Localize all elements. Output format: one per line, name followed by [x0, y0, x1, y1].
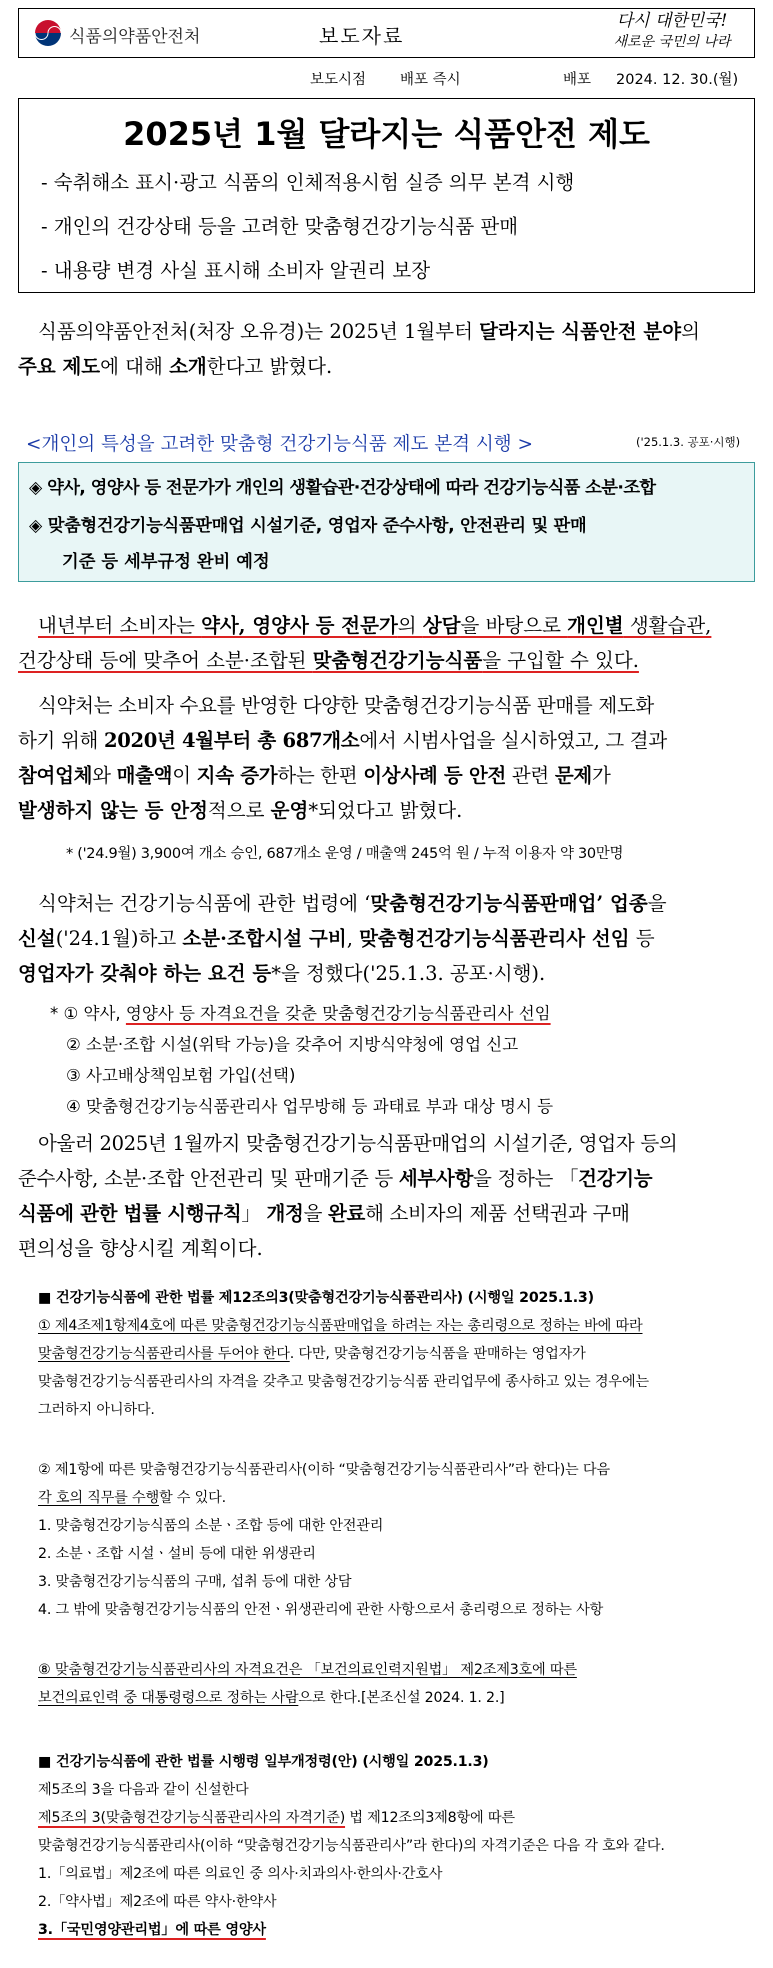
- p1-text: 내년부터 소비자는: [38, 614, 202, 637]
- distribution-label: 배포: [563, 72, 592, 88]
- p2-text: 문제: [554, 764, 592, 787]
- government-emblem-icon: [33, 18, 63, 48]
- p1-text: 상담: [422, 614, 461, 637]
- p2-text: 이: [172, 764, 197, 787]
- p2-text: 지속 증가: [196, 764, 278, 787]
- headline-bullet-1: - 숙취해소 표시·광고 식품의 인체적용시험 실증 의무 본격 시행: [41, 171, 575, 194]
- requirement-3: ③ 사고배상책임보험 가입(선택): [66, 1066, 296, 1085]
- law1-duty: 1. 맞춤형건강기능식품의 소분ㆍ조합 등에 대한 안전관리: [38, 1518, 384, 1534]
- header-bar: [18, 8, 755, 58]
- law1-duty: 2. 소분ㆍ조합 시설ㆍ설비 등에 대한 위생관리: [38, 1546, 316, 1562]
- p3-text: 을: [647, 892, 667, 915]
- p2-text: 매출액: [116, 764, 173, 787]
- requirement-1: * ① 약사,: [50, 1004, 126, 1023]
- slogan-line-2: 새로운 국민의 나라: [613, 34, 731, 50]
- p3-text: 맞춤형건강기능식품판매업’ 업종: [370, 892, 648, 915]
- p2-text: 이상사례 등 안전: [363, 764, 506, 787]
- intro-text: 식품의약품안전처(처장 오유경)는 2025년 1월부터: [38, 320, 480, 343]
- distribution-date: 2024. 12. 30.(월): [616, 72, 739, 88]
- law-excerpt-2: [38, 1748, 758, 1944]
- requirement-1-underlined: 영양사 등 자격요건을 갖춘 맞춤형건강기능식품관리사 선임: [125, 1004, 551, 1023]
- law1-heading: ■ 건강기능식품에 관한 법률 제12조의3(맞춤형건강기능식품관리사) (시행일 2025.1.3): [38, 1290, 594, 1306]
- p3-text: ('24.1월)하고: [55, 927, 183, 950]
- law1-clause-8: ⑧ 맞춤형건강기능식품관리사의 자격요건은 「보건의료인력지원법」 제2조제3호에 따른: [38, 1662, 577, 1678]
- law2-line: 맞춤형건강기능식품관리사(이하 “맞춤형건강기능식품관리사”라 한다)의 자격기준은 다음 각 호와 같다.: [38, 1838, 665, 1854]
- intro-text: 에 대해: [100, 355, 170, 378]
- p2-text: 발생하지 않는 등 안정: [18, 799, 208, 822]
- p4-text: 을 정하는 「: [473, 1167, 579, 1190]
- intro-paragraph: [18, 314, 758, 384]
- p2-text: 참여업체: [18, 764, 93, 787]
- paragraph-3: [18, 886, 763, 991]
- requirements-list: [50, 998, 553, 1122]
- release-time-label: 보도시점: [310, 72, 367, 88]
- intro-text: 주요 제도: [18, 355, 101, 378]
- p2-line: 식약처는 소비자 수요를 반영한 다양한 맞춤형건강기능식품 판매를 제도화: [38, 694, 654, 717]
- p4-text: 을: [303, 1202, 328, 1225]
- summary-point-2-cont: 기준 등 세부규정 완비 예정: [62, 552, 270, 572]
- p2-text: 하는 한편: [277, 764, 364, 787]
- section-title: <개인의 특성을 고려한 맞춤형 건강기능식품 제도 본격 시행 >: [26, 434, 533, 455]
- p1-text: 건강상태 등에 맞추어 소분·조합된: [18, 649, 313, 672]
- law1-clause-1-underlined: 맞춤형건강기능식품관리사를 두어야 한다: [38, 1346, 290, 1362]
- p4-line: 아울러 2025년 1월까지 맞춤형건강기능식품판매업의 시설기준, 영업자 등의: [38, 1132, 678, 1155]
- p4-text: 건강기능: [578, 1167, 653, 1190]
- p1-text: 을 바탕으로: [460, 614, 568, 637]
- p1-text: 개인별: [567, 614, 624, 637]
- p2-footnote: * ('24.9월) 3,900여 개소 승인, 687개소 운영 / 매출액 245억 원 / 누적 이용자 약 30만명: [66, 846, 624, 862]
- summary-point-1: ◈ 약사, 영양사 등 전문가가 개인의 생활습관·건강상태에 따라 건강기능식품 소분·조합: [29, 478, 656, 498]
- p3-text: 소분·조합시설 구비: [182, 927, 347, 950]
- law-excerpt-1: [38, 1284, 758, 1712]
- section-summary-box: [18, 462, 755, 582]
- p2-text: 에서 시범사업을 실시하였고, 그 결과: [359, 729, 667, 752]
- law2-item: 2.「약사법」제2조에 따른 약사·한약사: [38, 1894, 277, 1910]
- p2-text: 관련: [506, 764, 555, 787]
- p1-text: 의: [397, 614, 423, 637]
- p4-text: 개정: [266, 1202, 304, 1225]
- p1-text: 약사, 영양사 등 전문가: [201, 614, 398, 637]
- p4-text: 해 소비자의 제품 선택권과 구매: [365, 1202, 630, 1225]
- law1-clause-1-text: . 다만, 맞춤형건강기능식품을 판매하는 영업자가: [289, 1346, 586, 1362]
- law1-clause-1-text: 맞춤형건강기능식품관리사의 자격을 갖추고 맞춤형건강기능식품 관리업무에 종사하고 있는 경우에는: [38, 1374, 649, 1390]
- p3-text: 맞춤형건강기능식품관리사 선임: [359, 927, 630, 950]
- p2-text: *되었다고 밝혔다.: [308, 799, 463, 822]
- intro-text: 한다고 밝혔다.: [206, 355, 333, 378]
- p4-text: 식품에 관한 법률 시행규칙: [18, 1202, 242, 1225]
- intro-text: 의: [681, 320, 700, 343]
- p2-text: 와: [92, 764, 117, 787]
- slogan: [597, 11, 747, 52]
- law1-clause-2-text: 할 수 있다.: [158, 1490, 226, 1506]
- doc-type-title: 보도자료: [319, 24, 405, 48]
- law1-clause-8-underlined: 보건의료인력 중 대통령령으로 정하는 사람: [38, 1690, 299, 1706]
- section-date-note: ('25.1.3. 공포·시행): [636, 435, 741, 449]
- p4-text: 」: [241, 1202, 267, 1225]
- p1-text: 맞춤형건강기능식품: [312, 649, 483, 672]
- law1-clause-1-text: 그러하지 아니하다.: [38, 1402, 155, 1418]
- law1-clause-1: ① 제4조제1항제4호에 따른 맞춤형건강기능식품판매업을 하려는 자는 총리령으로 정하는 바에 따라: [38, 1318, 643, 1334]
- p2-text: 가: [591, 764, 611, 787]
- p3-text: 식약처는 건강기능식품에 관한 법령에 ‘: [38, 892, 371, 915]
- law2-article-title: 제5조의 3(맞춤형건강기능식품관리사의 자격기준): [38, 1810, 346, 1826]
- p3-text: *을 정했다('25.1.3. 공포·시행).: [271, 962, 546, 985]
- summary-point-2: ◈ 맞춤형건강기능식품판매업 시설기준, 영업자 준수사항, 안전관리 및 판매: [29, 516, 587, 536]
- requirement-4: ④ 맞춤형건강기능식품관리사 업무방해 등 과태료 부과 대상 명시 등: [66, 1097, 554, 1116]
- law1-clause-2: ② 제1항에 따른 맞춤형건강기능식품관리사(이하 “맞춤형건강기능식품관리사”라 한다)는 다음: [38, 1462, 610, 1478]
- intro-text: 달라지는 식품안전 분야: [479, 320, 682, 343]
- paragraph-2: [18, 688, 763, 828]
- p1-text: 생활습관,: [623, 614, 712, 637]
- paragraph-1: [18, 608, 763, 678]
- law2-item: 3.「국민영양관리법」에 따른 영양사: [38, 1922, 266, 1938]
- headline-bullet-2: - 개인의 건강상태 등을 고려한 맞춤형건강기능식품 판매: [41, 215, 519, 238]
- p3-text: 영업자가 갖춰야 하는 요건 등: [18, 962, 272, 985]
- headline-title: 2025년 1월 달라지는 식품안전 제도: [123, 115, 650, 153]
- law2-line: 제5조의 3을 다음과 같이 신설한다: [38, 1782, 249, 1798]
- p2-text: 하기 위해: [18, 729, 104, 752]
- headline-bullet-3: - 내용량 변경 사실 표시해 소비자 알권리 보장: [41, 259, 431, 282]
- p4-line: 편의성을 향상시킬 계획이다.: [18, 1237, 263, 1260]
- law2-heading: ■ 건강기능식품에 관한 법률 시행령 일부개정령(안) (시행일 2025.1.3): [38, 1754, 489, 1770]
- law1-duty: 4. 그 밖에 맞춤형건강기능식품의 안전ㆍ위생관리에 관한 사항으로서 총리령으로 정하는 사항: [38, 1602, 604, 1618]
- p2-text: 운영: [270, 799, 309, 822]
- p3-text: ,: [346, 927, 360, 950]
- p4-text: 완료: [328, 1202, 366, 1225]
- law1-clause-8-text: 으로 한다.[본조신설 2024. 1. 2.]: [298, 1690, 505, 1706]
- law2-item: 1.「의료법」제2조에 따른 의료인 중 의사·치과의사·한의사·간호사: [38, 1866, 443, 1882]
- requirement-2: ② 소분·조합 시설(위탁 가능)을 갖추어 지방식약청에 영업 신고: [66, 1035, 519, 1054]
- p2-text: 적으로: [207, 799, 271, 822]
- law1-duty: 3. 맞춤형건강기능식품의 구매, 섭취 등에 대한 상담: [38, 1574, 352, 1590]
- p4-text: 준수사항, 소분·조합 안전관리 및 판매기준 등: [18, 1167, 399, 1190]
- p4-text: 세부사항: [398, 1167, 474, 1190]
- p2-text: 2020년 4월부터 총 687개소: [103, 729, 360, 752]
- slogan-line-1: 다시 대한민국!: [616, 11, 728, 31]
- law2-line: 법 제12조의3제8항에 따른: [345, 1810, 515, 1826]
- release-time-value: 배포 즉시: [400, 72, 461, 88]
- p1-text: 을 구입할 수 있다.: [482, 649, 639, 672]
- agency-name: 식품의약품안전처: [69, 27, 201, 47]
- p3-text: 신설: [18, 927, 56, 950]
- intro-text: 소개: [169, 355, 207, 378]
- headline-box: [18, 98, 755, 293]
- paragraph-4: [18, 1126, 763, 1266]
- law1-clause-2-underlined: 각 호의 직무를 수행: [38, 1490, 159, 1506]
- p3-text: 등: [629, 927, 655, 950]
